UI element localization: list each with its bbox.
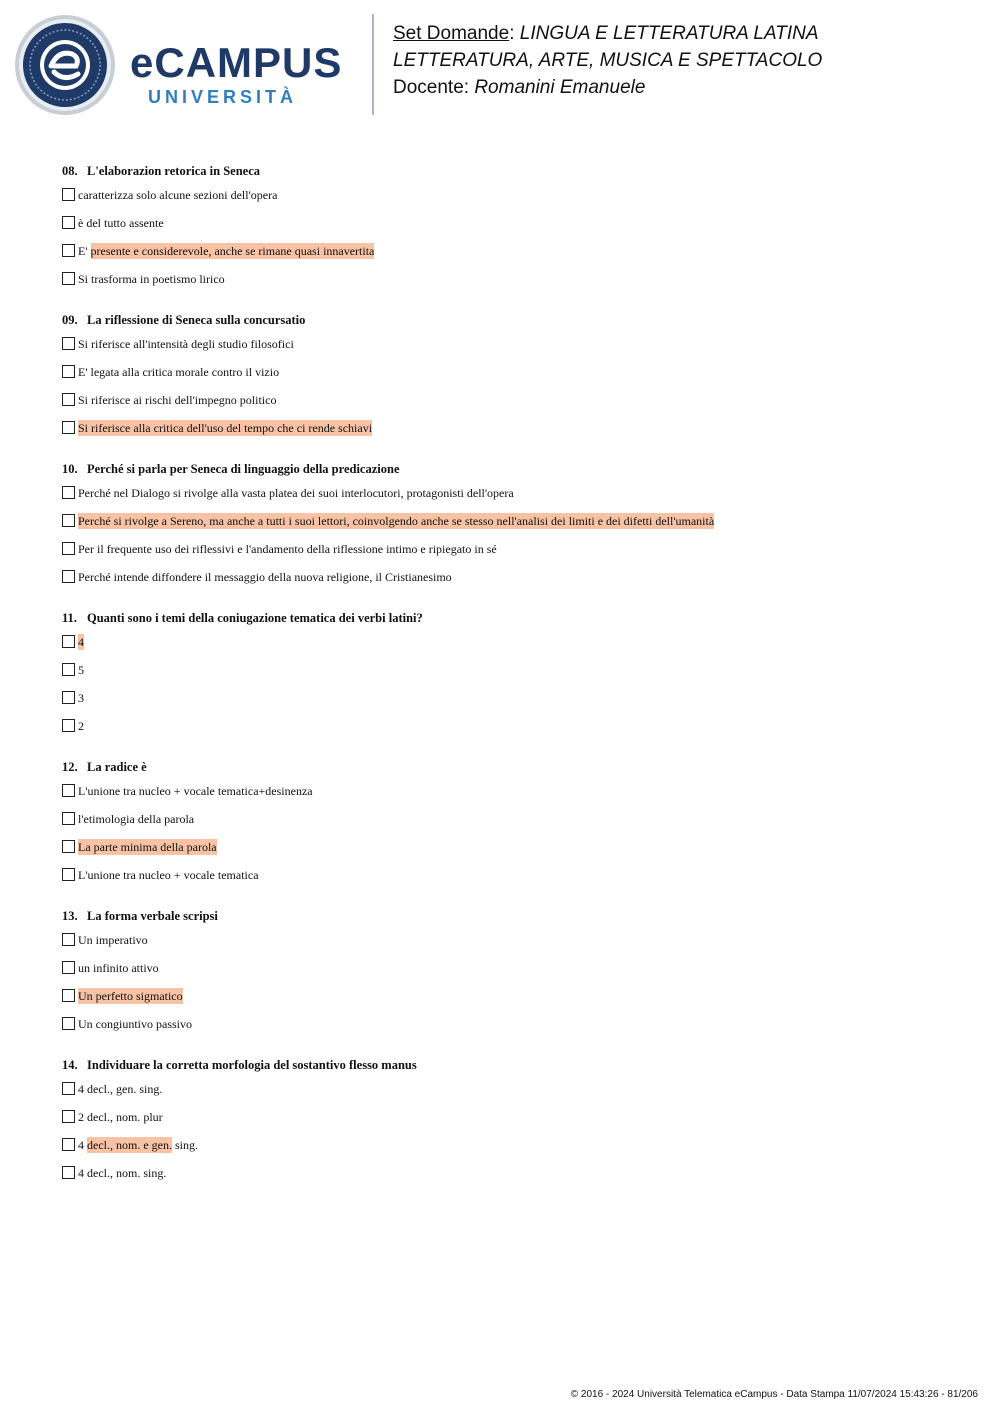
- answer-option[interactable]: [62, 634, 962, 662]
- answer-option[interactable]: [62, 960, 962, 988]
- answer-text-part: L'unione tra nucleo + vocale tematica: [78, 868, 259, 882]
- question-number: 11.: [62, 611, 77, 625]
- teacher-name: Romanini Emanuele: [474, 77, 646, 98]
- answer-text-part: Un imperativo: [78, 933, 148, 947]
- answer-text: [78, 541, 497, 557]
- answer-checkbox[interactable]: [62, 961, 75, 974]
- page-header: [0, 0, 1000, 130]
- answer-option[interactable]: [62, 187, 962, 215]
- answer-checkbox[interactable]: [62, 868, 75, 881]
- answer-text-part: Un congiuntivo passivo: [78, 1017, 192, 1031]
- question-title: [62, 312, 962, 328]
- answer-checkbox[interactable]: [62, 989, 75, 1002]
- answer-option[interactable]: [62, 513, 962, 541]
- answer-option[interactable]: [62, 243, 962, 271]
- answer-checkbox[interactable]: [62, 514, 75, 527]
- answer-checkbox[interactable]: [62, 812, 75, 825]
- question-number: 14.: [62, 1058, 78, 1072]
- answer-text-part: l'etimologia della parola: [78, 812, 195, 826]
- course-line2: LETTERATURA, ARTE, MUSICA E SPETTACOLO: [393, 50, 823, 71]
- answer-text: [78, 662, 84, 678]
- question-text: Quanti sono i temi della coniugazione tematica dei verbi latini?: [87, 611, 423, 625]
- answer-option[interactable]: [62, 215, 962, 243]
- answer-text: [78, 1137, 198, 1153]
- answer-checkbox[interactable]: [62, 188, 75, 201]
- answer-option[interactable]: [62, 811, 962, 839]
- answer-option[interactable]: [62, 690, 962, 718]
- answer-checkbox[interactable]: [62, 216, 75, 229]
- set-label: Set Domande: [393, 23, 510, 44]
- answer-checkbox[interactable]: [62, 272, 75, 285]
- answer-highlight: Perché si rivolge a Sereno, ma anche a tutti i suoi lettori, coinvolgendo anche se stesso nell'analisi dei limiti e dei difetti dell'umanità: [78, 514, 715, 528]
- answer-highlight: presente e considerevole, anche se rimane quasi innavertita: [90, 244, 375, 258]
- answer-checkbox[interactable]: [62, 486, 75, 499]
- answer-option[interactable]: [62, 1081, 962, 1109]
- answer-highlight: 4: [78, 635, 84, 649]
- question-title: [62, 163, 962, 179]
- question-text: La riflessione di Seneca sulla concursatio: [87, 313, 306, 327]
- question-number: 10.: [62, 462, 78, 476]
- answer-text: [78, 271, 225, 287]
- question-text: Perché si parla per Seneca di linguaggio della predicazione: [87, 462, 400, 476]
- answer-option[interactable]: [62, 336, 962, 364]
- answer-checkbox[interactable]: [62, 1138, 75, 1151]
- answer-option[interactable]: [62, 988, 962, 1016]
- answer-text-part: 4: [78, 1138, 87, 1152]
- answer-option[interactable]: [62, 1109, 962, 1137]
- answer-text: [78, 1165, 166, 1181]
- answer-option[interactable]: [62, 1137, 962, 1165]
- answer-text: [78, 1016, 192, 1032]
- answer-text-part: 4 decl., gen. sing.: [78, 1082, 163, 1096]
- answer-text-part: Si riferisce all'intensità degli studio filosofici: [78, 337, 294, 351]
- answer-text: [78, 336, 294, 352]
- answer-option[interactable]: [62, 839, 962, 867]
- answer-checkbox[interactable]: [62, 542, 75, 555]
- answer-highlight: Un perfetto sigmatico: [78, 989, 183, 1003]
- answer-checkbox[interactable]: [62, 244, 75, 257]
- answer-text-part: 3: [78, 691, 84, 705]
- answer-text: [78, 187, 277, 203]
- answer-option[interactable]: [62, 867, 962, 895]
- question-block: [62, 461, 962, 597]
- answer-text-part: L'unione tra nucleo + vocale tematica+desinenza: [78, 784, 313, 798]
- answer-text: [78, 960, 159, 976]
- answer-option[interactable]: [62, 569, 962, 597]
- answer-option[interactable]: [62, 420, 962, 448]
- answer-highlight: Si riferisce alla critica dell'uso del tempo che ci rende schiavi: [78, 421, 373, 435]
- course-line1: LINGUA E LETTERATURA LATINA: [519, 23, 819, 44]
- answer-checkbox[interactable]: [62, 933, 75, 946]
- answer-checkbox[interactable]: [62, 1017, 75, 1030]
- brand-main-text: eCAMPUS: [130, 39, 343, 86]
- answer-checkbox[interactable]: [62, 393, 75, 406]
- question-title: [62, 759, 962, 775]
- answer-text-part: 5: [78, 663, 84, 677]
- question-text: La forma verbale scripsi: [87, 909, 218, 923]
- answer-text-part: E' legata alla critica morale contro il vizio: [78, 365, 280, 379]
- answer-text: [78, 839, 217, 855]
- questions-list: [62, 163, 962, 1206]
- question-number: 13.: [62, 909, 78, 923]
- answer-text: [78, 783, 313, 799]
- answer-text: [78, 1109, 163, 1125]
- question-number: 08.: [62, 164, 78, 178]
- set-colon: :: [509, 23, 515, 44]
- answer-checkbox[interactable]: [62, 691, 75, 704]
- answer-text: [78, 634, 84, 650]
- question-text: L'elaborazion retorica in Seneca: [87, 164, 261, 178]
- answer-option[interactable]: [62, 932, 962, 960]
- answer-checkbox[interactable]: [62, 784, 75, 797]
- question-block: [62, 1057, 962, 1193]
- ecampus-seal-logo: [14, 14, 116, 116]
- page-footer: © 2016 - 2024 Università Telematica eCampus - Data Stampa 11/07/2024 15:43:26 - 81/206: [570, 1389, 978, 1400]
- answer-option[interactable]: [62, 485, 962, 513]
- answer-option[interactable]: [62, 541, 962, 569]
- answer-checkbox[interactable]: [62, 570, 75, 583]
- answer-text-part: Si riferisce ai rischi dell'impegno politico: [78, 393, 277, 407]
- answer-option[interactable]: [62, 1165, 962, 1193]
- answer-text: [78, 485, 514, 501]
- answer-highlight: La parte minima della parola: [78, 840, 217, 854]
- answer-checkbox[interactable]: [62, 1082, 75, 1095]
- header-course-info: [393, 20, 993, 101]
- answer-option[interactable]: [62, 392, 962, 420]
- set-domande-line: [393, 20, 993, 47]
- answer-text: [78, 867, 259, 883]
- answer-text-part: Per il frequente uso dei riflessivi e l'andamento della riflessione intimo e ripiegato in sé: [78, 542, 497, 556]
- question-block: [62, 610, 962, 746]
- question-block: [62, 759, 962, 895]
- answer-text: [78, 811, 194, 827]
- answer-text: [78, 690, 84, 706]
- ecampus-wordmark: [130, 40, 360, 112]
- answer-option[interactable]: [62, 662, 962, 690]
- answer-text-part: è del tutto assente: [78, 216, 164, 230]
- answer-text-part: 4 decl., nom. sing.: [78, 1166, 167, 1180]
- answer-text: [78, 392, 276, 408]
- question-text: La radice è: [87, 760, 147, 774]
- answer-checkbox[interactable]: [62, 663, 75, 676]
- answer-checkbox[interactable]: [62, 1110, 75, 1123]
- answer-text-part: 2: [78, 719, 84, 733]
- answer-text: [78, 420, 372, 436]
- answer-text: [78, 988, 183, 1004]
- question-number: 09.: [62, 313, 78, 327]
- answer-text-part: sing.: [171, 1138, 198, 1152]
- question-text: Individuare la corretta morfologia del sostantivo flesso manus: [87, 1058, 417, 1072]
- question-block: [62, 312, 962, 448]
- answer-text: [78, 1081, 162, 1097]
- answer-text: [78, 569, 452, 585]
- answer-checkbox[interactable]: [62, 840, 75, 853]
- question-title: [62, 610, 962, 626]
- teacher-line: [393, 74, 993, 101]
- answer-text: [78, 243, 374, 259]
- answer-text-part: Si trasforma in poetismo lirico: [78, 272, 225, 286]
- question-title: [62, 1057, 962, 1073]
- answer-text-part: caratterizza solo alcune sezioni dell'opera: [78, 188, 278, 202]
- answer-text: [78, 364, 279, 380]
- answer-checkbox[interactable]: [62, 421, 75, 434]
- answer-text: [78, 718, 84, 734]
- answer-text: [78, 215, 164, 231]
- answer-text-part: E': [78, 244, 91, 258]
- answer-option[interactable]: [62, 718, 962, 746]
- answer-text: [78, 932, 148, 948]
- question-block: [62, 163, 962, 299]
- question-title: [62, 908, 962, 924]
- answer-option[interactable]: [62, 1016, 962, 1044]
- answer-checkbox[interactable]: [62, 337, 75, 350]
- brand-sub-text: UNIVERSITÀ: [148, 87, 298, 107]
- answer-checkbox[interactable]: [62, 1166, 75, 1179]
- answer-text-part: Perché nel Dialogo si rivolge alla vasta platea dei suoi interlocutori, protagonisti dell'opera: [78, 486, 514, 500]
- answer-text-part: Perché intende diffondere il messaggio della nuova religione, il Cristianesimo: [78, 570, 452, 584]
- question-number: 12.: [62, 760, 78, 774]
- header-divider: [372, 14, 374, 115]
- question-block: [62, 908, 962, 1044]
- answer-text-part: 2 decl., nom. plur: [78, 1110, 163, 1124]
- answer-option[interactable]: [62, 364, 962, 392]
- answer-text-part: un infinito attivo: [78, 961, 159, 975]
- answer-highlight: decl., nom. e gen.: [87, 1138, 172, 1152]
- answer-option[interactable]: [62, 783, 962, 811]
- question-title: [62, 461, 962, 477]
- answer-checkbox[interactable]: [62, 365, 75, 378]
- answer-text: [78, 513, 714, 529]
- answer-checkbox[interactable]: [62, 635, 75, 648]
- teacher-label: Docente:: [393, 77, 470, 98]
- answer-checkbox[interactable]: [62, 719, 75, 732]
- answer-option[interactable]: [62, 271, 962, 299]
